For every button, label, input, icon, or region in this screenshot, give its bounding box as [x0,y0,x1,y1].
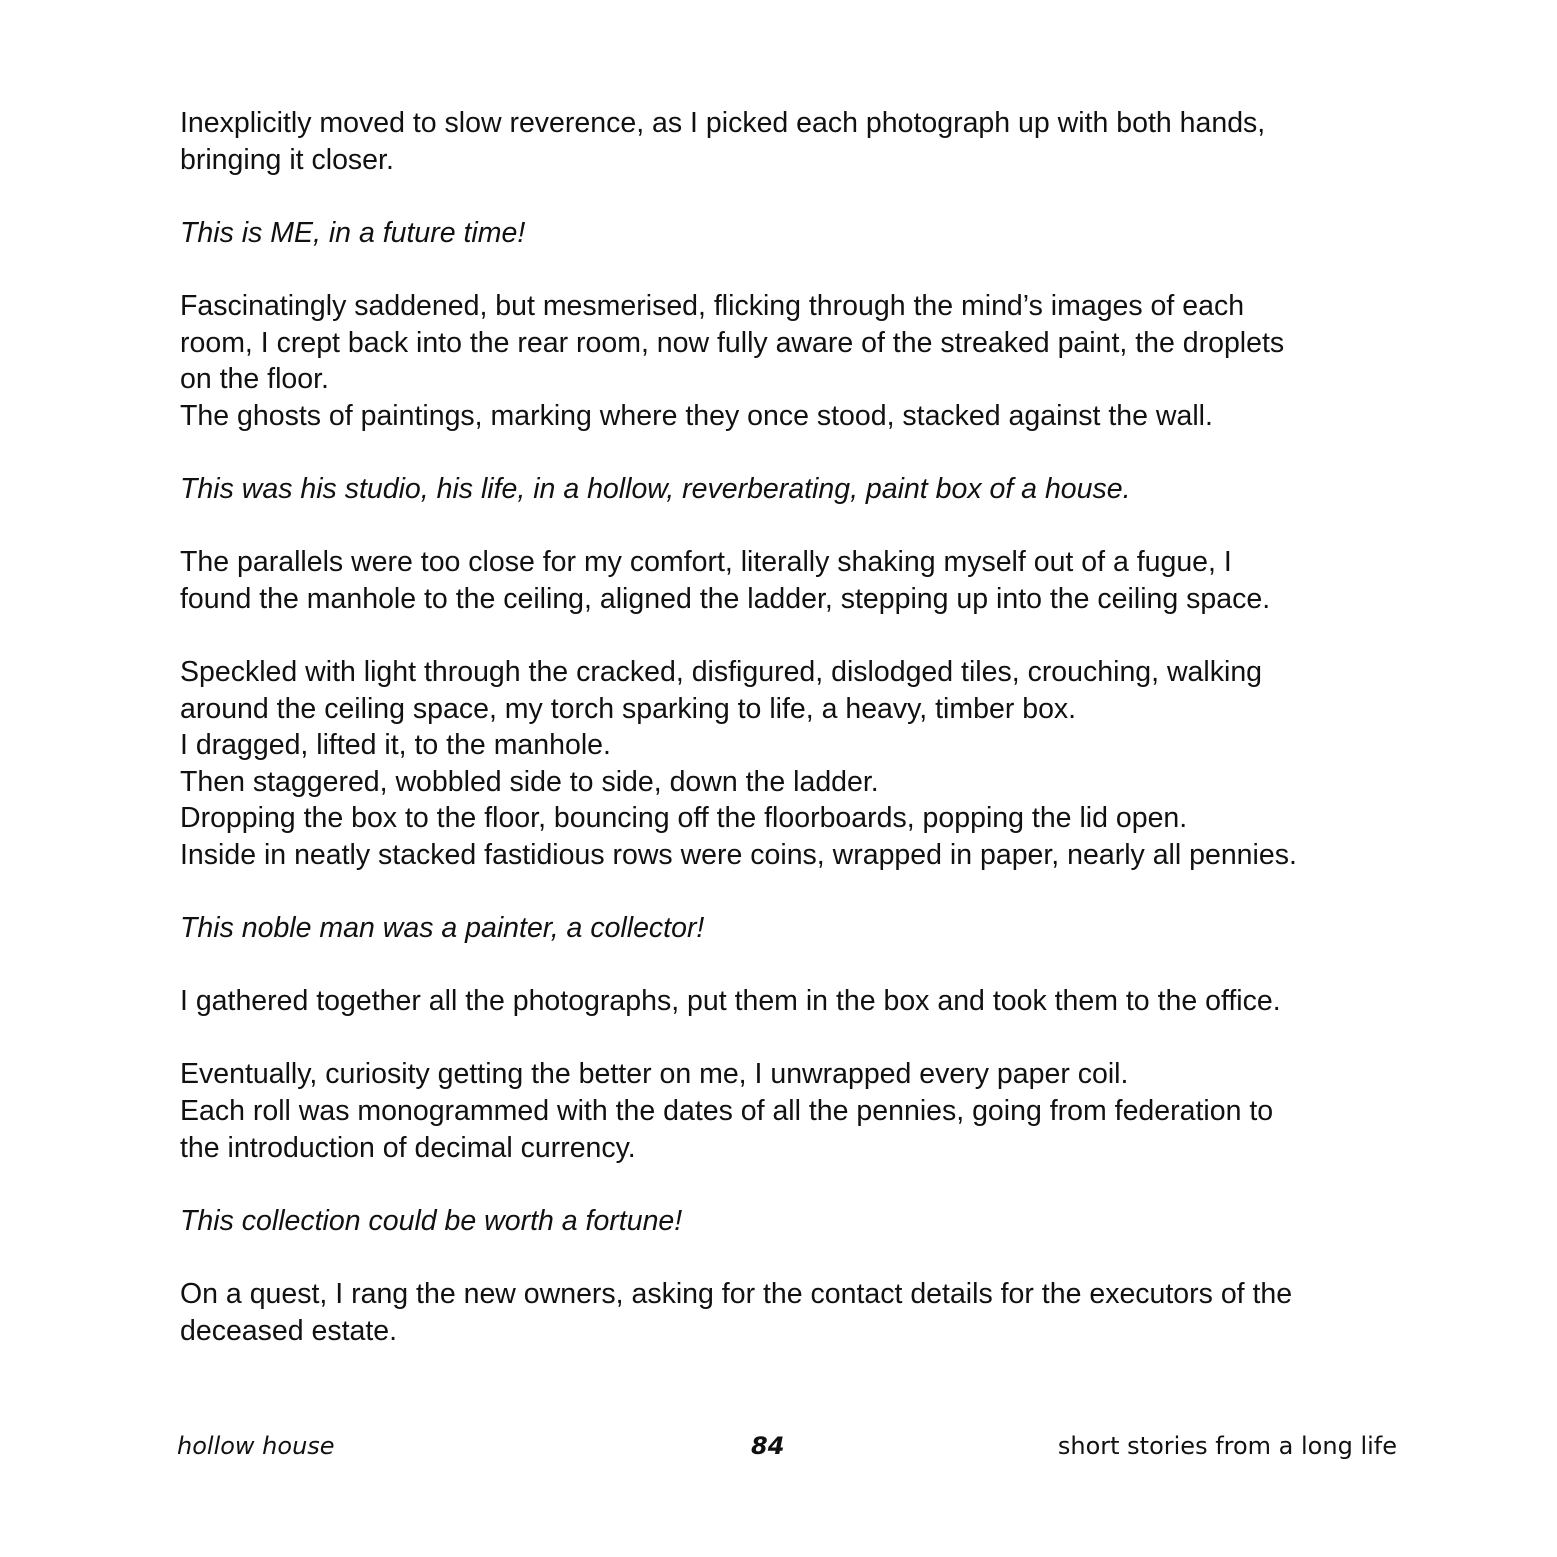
text-line: This was his studio, his life, in a hollow, reverberating, paint box of a house. [180,472,1131,505]
text-line: on the floor. [180,363,329,396]
paragraph [180,288,1410,434]
text-line: This collection could be worth a fortune! [180,1204,683,1237]
page-number: 84 [751,1432,785,1460]
text-line: This is ME, in a future time! [180,216,526,249]
text-line: room, I crept back into the rear room, now fully aware of the streaked paint, the droplets [180,326,1285,359]
paragraph [180,1276,1410,1349]
text-line: Fascinatingly saddened, but mesmerised, flicking through the mind’s images of each [180,289,1245,322]
footer-book-title: short stories from a long life [1057,1432,1397,1460]
text-line: I dragged, lifted it, to the manhole. [180,729,611,762]
text-line: On a quest, I rang the new owners, asking for the contact details for the executors of the [180,1278,1293,1310]
footer-chapter-title: hollow house [177,1432,335,1460]
text-line: Inside in neatly stacked fastidious rows were coins, wrapped in paper, nearly all pennies. [180,838,1297,871]
paragraph [180,544,1410,617]
text-line: I gathered together all the photographs, put them in the box and took them to the office. [180,985,1281,1018]
italic-thought-paragraph [180,471,1410,508]
text-line: deceased estate. [180,1314,398,1347]
paragraph [180,1056,1410,1166]
text-line: around the ceiling space, my torch sparking to life, a heavy, timber box. [180,692,1077,725]
text-line: Eventually, curiosity getting the better on me, I unwrapped every paper coil. [180,1058,1129,1091]
text-line: bringing it closer. [180,143,394,176]
text-line: Then staggered, wobbled side to side, down the ladder. [180,765,879,798]
paragraph [180,105,1410,178]
text-line: The ghosts of paintings, marking where they once stood, stacked against the wall. [180,399,1213,432]
text-line: Each roll was monogrammed with the dates of all the pennies, going from federation to [180,1095,1274,1128]
text-line: Speckled with light through the cracked, disfigured, dislodged tiles, crouching, walking [180,655,1263,688]
story-body [180,105,1410,1386]
page-footer [0,1432,1557,1472]
text-line: Dropping the box to the floor, bouncing off the floorboards, popping the lid open. [180,802,1188,835]
italic-thought-paragraph [180,1203,1410,1240]
italic-thought-paragraph [180,215,1410,252]
text-line: The parallels were too close for my comfort, literally shaking myself out of a fugue, I [180,546,1232,579]
paragraph [180,654,1410,874]
text-line: This noble man was a painter, a collector! [180,912,705,945]
italic-thought-paragraph [180,910,1410,947]
text-line: the introduction of decimal currency. [180,1131,636,1164]
text-line: found the manhole to the ceiling, aligned the ladder, stepping up into the ceiling space. [180,582,1271,615]
text-line: Inexplicitly moved to slow reverence, as I picked each photograph up with both hands, [180,107,1266,139]
paragraph [180,983,1410,1020]
